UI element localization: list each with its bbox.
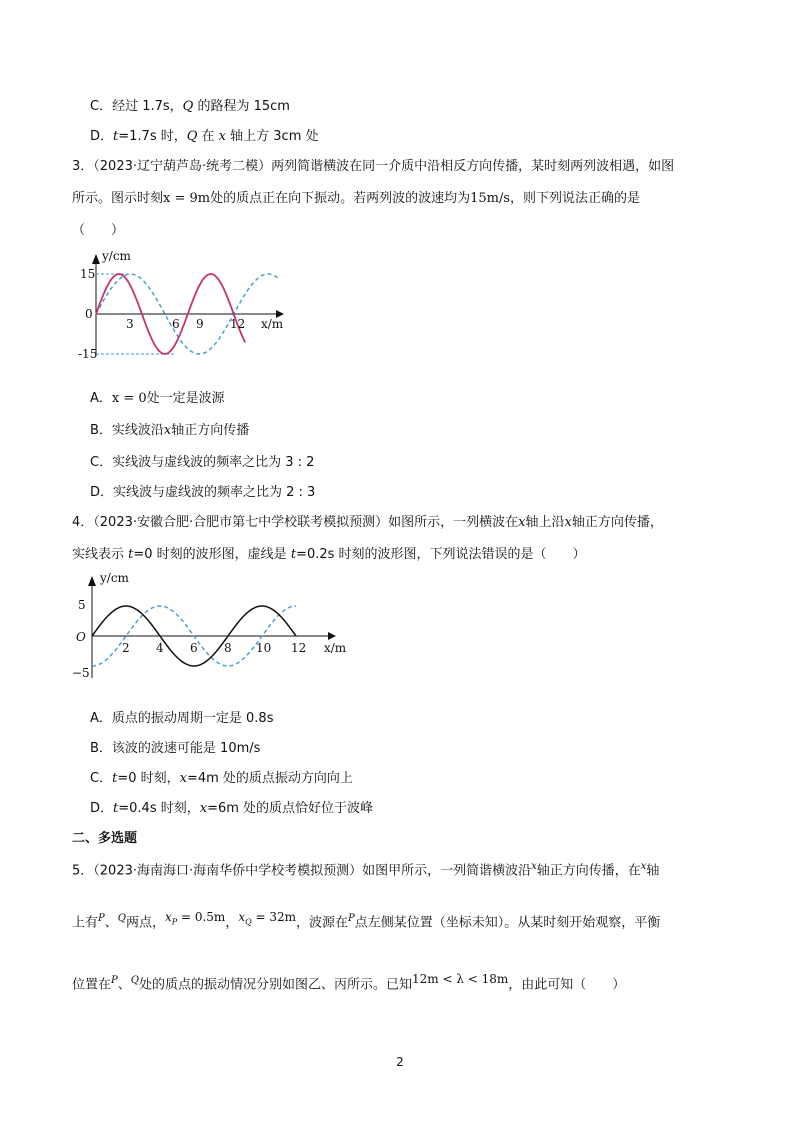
q4-xtick-2: 2 (122, 641, 130, 655)
q4-xtick-4: 4 (156, 641, 164, 655)
q4-ytick-neg5: −5 (72, 666, 90, 680)
q3-xlabel: x/m (261, 317, 284, 331)
q3-xtick-12: 12 (230, 317, 246, 331)
q5-stem-line2: 上有$^P$、$^Q$两点，$^{x_P = 0.5m}$，$^{x_Q = 32m}$，波源在$^P$点左侧某位置（坐标未知）。从某时刻开始观察，平衡 (72, 910, 661, 931)
section-heading-multi-choice: 二、多选题 (72, 831, 138, 846)
q2-option-c: C．经过 1.7s，Q 的路程为 15cm (90, 99, 290, 114)
q3-ytick-neg15: -15 (78, 347, 98, 361)
q4-xtick-12: 12 (291, 641, 307, 655)
q4-xtick-6: 6 (190, 641, 198, 655)
q4-option-b: B．该波的波速可能是 10m/s (90, 741, 261, 756)
q3-xtick-6: 6 (172, 317, 180, 331)
q4-option-d: D．t=0.4s 时刻，x=6m 处的质点恰好位于波峰 (90, 801, 374, 816)
q3-origin: 0 (85, 307, 93, 321)
q2-option-d: D．t=1.7s 时，Q 在 x 轴上方 3cm 处 (90, 129, 319, 144)
q3-answer-paren: （ ） (72, 223, 125, 238)
q3-wave-graph (80, 248, 290, 366)
q3-option-c: C．实线波与虚线波的频率之比为 3 : 2 (90, 455, 315, 470)
q4-xtick-10: 10 (256, 641, 272, 655)
q4-ylabel: y/cm (100, 571, 129, 585)
q4-wave-graph (72, 570, 362, 682)
q3-stem-line2: 所示。图示时刻x = 9m处的质点正在向下振动。若两列波的波速均为15m/s，则下列说法正确的是 (72, 191, 641, 206)
q4-origin: O (76, 630, 86, 644)
page-number: 2 (396, 1055, 404, 1069)
q4-option-a: A．质点的振动周期一定是 0.8s (90, 711, 274, 726)
q4-ytick-5: 5 (78, 598, 86, 612)
q5-stem-line3: 位置在$^P$、$^Q$处的质点的振动情况分别如图乙、丙所示。已知$^{12m < \lambda < 18m}$，由此可知（ ） (72, 972, 626, 993)
q3-ylabel: y/cm (102, 249, 131, 263)
q4-option-c: C．t=0 时刻，x=4m 处的质点振动方向向上 (90, 771, 353, 786)
q3-option-a: A．x = 0处一定是波源 (90, 391, 225, 406)
q5-stem-line1: 5．（2023·海南海口·海南华侨中学校考模拟预测）如图甲所示，一列简谐横波沿$^x$轴正方向传播，在$^x$轴 (72, 861, 660, 879)
q3-ytick-15: 15 (80, 267, 96, 281)
q4-stem-line1: 4．（2023·安徽合肥·合肥市第七中学校联考模拟预测）如图所示，一列横波在x轴上沿x轴正方向传播， (72, 515, 663, 530)
q4-stem-line2: 实线表示 t=0 时刻的波形图，虚线是 t=0.2s 时刻的波形图，下列说法错误的是（ ） (72, 547, 586, 562)
q3-xtick-9: 9 (196, 317, 204, 331)
q3-xtick-3: 3 (126, 317, 134, 331)
q3-stem-line1: 3．（2023·辽宁葫芦岛·统考二模）两列简谐横波在同一介质中沿相反方向传播，某时刻两列波相遇，如图 (72, 159, 675, 174)
q4-xtick-8: 8 (224, 641, 232, 655)
q4-xlabel: x/m (324, 641, 347, 655)
q3-option-d: D．实线波与虚线波的频率之比为 2 : 3 (90, 485, 316, 500)
q3-option-b: B．实线波沿x轴正方向传播 (90, 423, 250, 438)
